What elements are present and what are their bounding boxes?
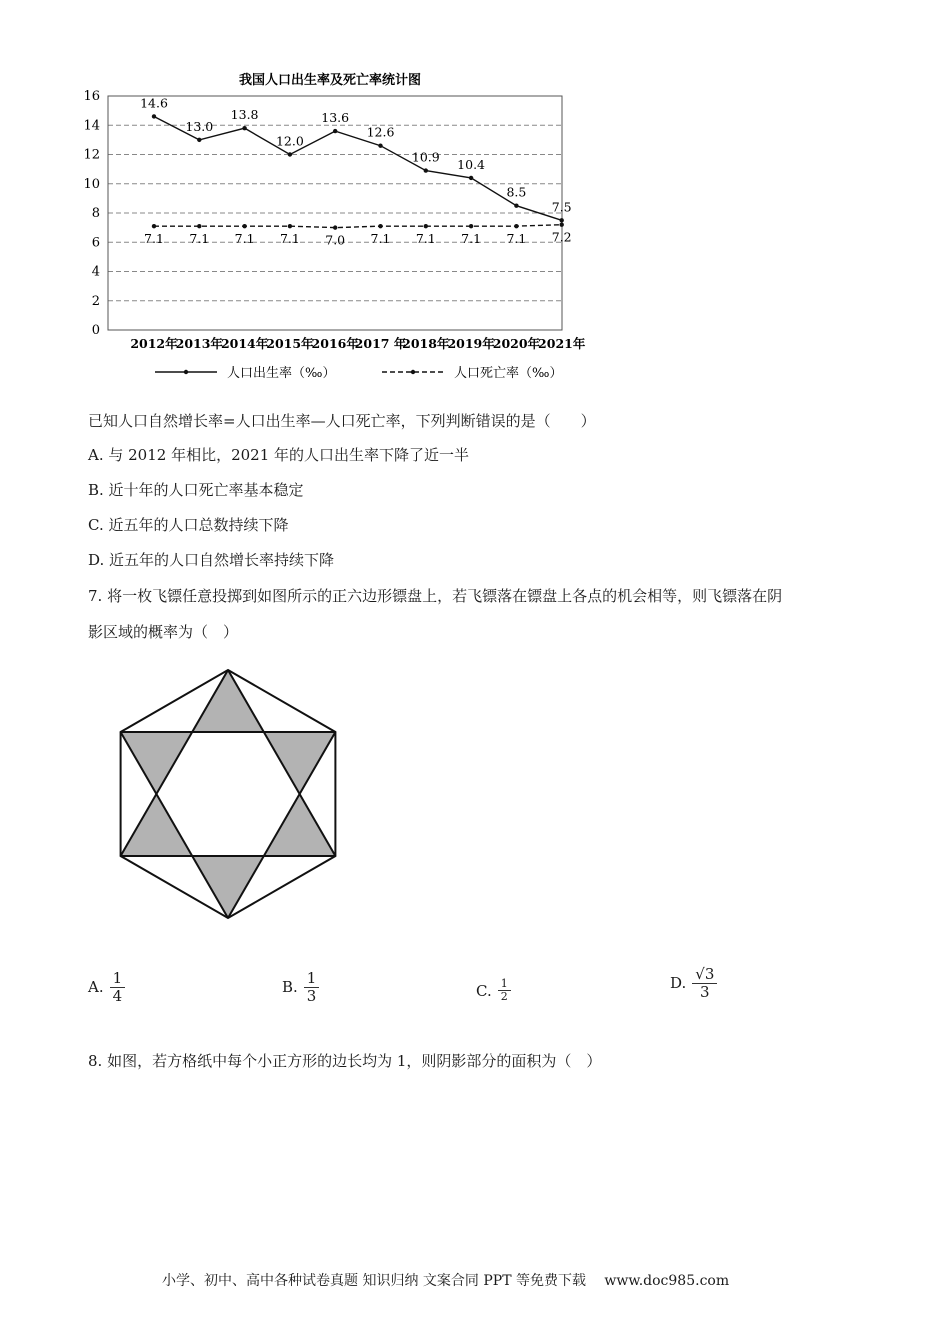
y-tick-label: 4: [91, 264, 100, 280]
fraction-d: [692, 966, 717, 1000]
shaded-triangle: [121, 794, 193, 856]
fraction-c-den: 2: [498, 990, 511, 1003]
fraction-d-num: [692, 966, 717, 983]
birth-rate-label: 12.0: [275, 133, 304, 149]
birth-rate-label: 8.5: [506, 184, 527, 200]
y-tick-label: 12: [83, 147, 100, 163]
y-tick-label: 2: [91, 293, 100, 309]
death-rate-label: 7.1: [234, 231, 255, 247]
q6-option-b[interactable]: B. 近十年的人口死亡率基本稳定: [88, 481, 304, 499]
sqrt-symbol: √: [695, 965, 705, 983]
q6-option-a[interactable]: A. 与 2012 年相比，2021 年的人口出生率下降了近一半: [88, 446, 470, 464]
fraction-d-den: 3: [692, 983, 717, 1001]
death-rate-label: 7.1: [415, 231, 436, 247]
birth-rate-point: [424, 168, 428, 172]
legend-label: 人口出生率（‰）: [227, 366, 336, 381]
q7-option-d[interactable]: [670, 966, 717, 1000]
death-rate-label: 7.2: [551, 229, 572, 245]
fraction-b-den: 3: [304, 987, 320, 1005]
birth-rate-point: [197, 138, 201, 142]
birth-rate-label: 14.6: [140, 95, 168, 111]
x-tick-label: 2013年: [175, 336, 223, 351]
birth-rate-label: 10.9: [411, 149, 440, 165]
death-rate-label: 7.1: [144, 231, 164, 247]
x-tick-label: 2012年: [130, 336, 178, 351]
death-rate-label: 7.1: [461, 231, 482, 247]
death-rate-point: [333, 225, 337, 229]
death-rate-label: 7.1: [370, 231, 391, 247]
death-rate-point: [514, 224, 518, 228]
chart-title: 我国人口出生率及死亡率统计图: [238, 73, 422, 88]
birth-rate-label: 13.8: [230, 107, 259, 123]
fraction-b: [304, 970, 320, 1004]
shaded-triangle: [192, 856, 264, 918]
q6-option-c[interactable]: C. 近五年的人口总数持续下降: [88, 516, 289, 534]
birth-rate-point: [378, 144, 382, 148]
x-tick-label: 2020年: [492, 336, 541, 351]
birth-rate-point: [242, 126, 246, 130]
death-rate-label: 7.1: [279, 231, 300, 247]
birth-rate-point: [333, 129, 337, 133]
death-rate-point: [152, 224, 156, 228]
x-tick-label: 2014年: [220, 336, 269, 351]
birth-rate-point: [514, 203, 518, 207]
q6-stem: 已知人口自然增长率=人口出生率—人口死亡率，下列判断错误的是（ ）: [88, 412, 596, 430]
q7-option-a[interactable]: [88, 970, 125, 1004]
sqrt-radicand: 3: [704, 965, 715, 983]
birth-rate-label: 13.0: [185, 118, 214, 134]
legend-label: 人口死亡率（‰）: [454, 366, 563, 381]
death-rate-label: 7.0: [325, 232, 346, 248]
q8-stem: 8. 如图，若方格纸中每个小正方形的边长均为 1，则阴影部分的面积为（ ）: [88, 1052, 602, 1070]
x-tick-label: 2017 年: [354, 336, 407, 351]
x-tick-label: 2021年: [538, 336, 586, 351]
y-tick-label: 6: [91, 235, 100, 251]
q7-option-d-label: D.: [670, 974, 687, 992]
fraction-b-num: 1: [306, 969, 317, 987]
fraction-a-num: 1: [112, 969, 123, 987]
birth-rate-point: [152, 114, 156, 118]
legend-marker: [411, 370, 415, 374]
fraction-a-den: 4: [110, 987, 126, 1005]
shaded-triangle: [121, 732, 193, 794]
fraction-c: [498, 978, 511, 1003]
y-tick-label: 0: [91, 323, 100, 338]
q7-option-a-label: A.: [88, 978, 104, 996]
death-rate-point: [288, 224, 292, 228]
q6-option-d[interactable]: D. 近五年的人口自然增长率持续下降: [88, 551, 335, 569]
y-tick-label: 16: [83, 89, 100, 104]
x-tick-label: 2019年: [447, 336, 495, 351]
y-tick-label: 14: [83, 118, 100, 134]
death-rate-point: [197, 224, 201, 228]
q7-stem-line1: 7. 将一枚飞镖任意投掷到如图所示的正六边形镖盘上，若飞镖落在镖盘上各点的机会相等，则飞镖落在阴: [88, 587, 783, 605]
page-footer: 小学、初中、高中各种试卷真题 知识归纳 文案合同 PPT 等免费下载 www.doc985.com: [162, 1273, 730, 1289]
q7-stem-line2: 影区域的概率为（ ）: [88, 623, 239, 641]
death-rate-label: 7.1: [506, 231, 527, 247]
y-tick-label: 10: [83, 176, 100, 192]
death-rate-point: [424, 224, 428, 228]
shaded-triangle: [264, 794, 336, 856]
birth-rate-point: [560, 218, 564, 222]
x-tick-label: 2015年: [266, 336, 314, 351]
death-rate-point: [560, 223, 564, 227]
shaded-triangle: [192, 670, 264, 732]
birth-rate-point: [288, 152, 292, 156]
population-chart: [80, 66, 620, 386]
death-rate-point: [378, 224, 382, 228]
birth-rate-label: 7.5: [551, 199, 572, 215]
q7-option-b-label: B.: [282, 978, 298, 996]
x-tick-label: 2018年: [402, 336, 450, 351]
fraction-a: [110, 970, 126, 1004]
chart-svg: [80, 66, 620, 386]
y-tick-label: 8: [91, 206, 100, 221]
birth-rate-label: 12.6: [366, 124, 395, 140]
birth-rate-label: 13.6: [321, 110, 350, 126]
hexagon-figure: [110, 660, 350, 930]
death-rate-label: 7.1: [189, 231, 210, 247]
death-rate-line: [154, 225, 562, 228]
q7-option-c-label: C.: [476, 981, 492, 1000]
q7-option-b[interactable]: [282, 970, 319, 1004]
birth-rate-point: [469, 176, 473, 180]
birth-rate-label: 10.4: [457, 156, 486, 172]
death-rate-point: [469, 224, 473, 228]
q7-option-c[interactable]: [476, 978, 511, 1003]
shaded-triangle: [264, 732, 336, 794]
fraction-c-num: 1: [500, 977, 508, 990]
legend-marker: [184, 370, 188, 374]
death-rate-point: [242, 224, 246, 228]
birth-rate-line: [154, 116, 562, 220]
x-tick-label: 2016年: [311, 336, 359, 351]
